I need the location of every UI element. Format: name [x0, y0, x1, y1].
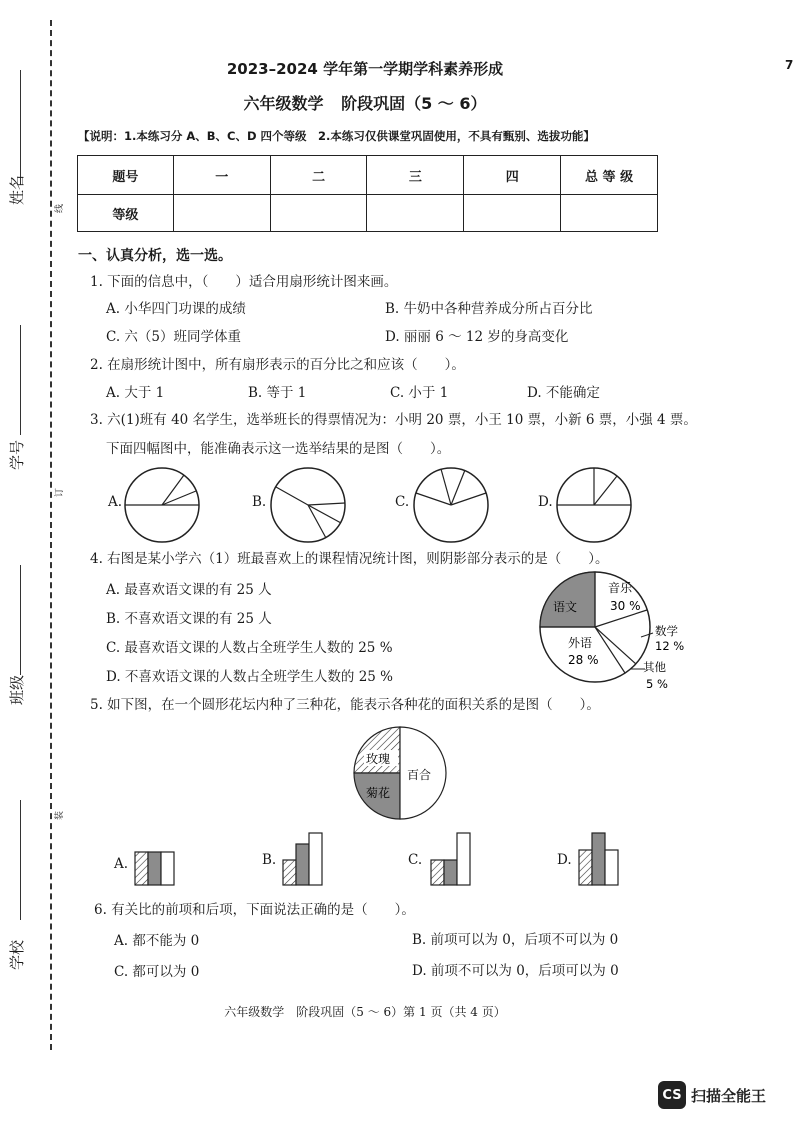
- q4-label-foreign: 外语: [568, 636, 593, 650]
- grade-table-header-row: [78, 156, 658, 195]
- q5-bars-a[interactable]: [134, 836, 178, 886]
- q2-option-c[interactable]: C. 小于 1: [390, 385, 449, 401]
- page-footer: 六年级数学 阶段巩固（5 ～ 6）第 1 页（共 4 页）: [224, 1005, 506, 1019]
- scanner-badge: [658, 1081, 766, 1109]
- q4-option-d[interactable]: D. 不喜欢语文课的人数占全班学生人数的 25 %: [106, 669, 394, 685]
- q5-stem: 5. 如下图，在一个圆形花坛内种了三种花，能表示各种花的面积关系的是图（ ）。: [90, 697, 600, 713]
- q3-option-c-label[interactable]: C.: [395, 494, 410, 510]
- binding-margin: [0, 0, 70, 1060]
- grade-cell-2[interactable]: [270, 195, 367, 232]
- q6-stem: 6. 有关比的前项和后项，下面说法正确的是（ ）。: [94, 902, 415, 918]
- grade-cell-1[interactable]: [173, 195, 270, 232]
- q5-option-c-label[interactable]: C.: [408, 852, 423, 868]
- grade-row-label: 等级: [78, 195, 174, 232]
- exam-term-title: 2023–2024 学年第一学期学科素养形成: [226, 60, 504, 78]
- header-cell-2: 二: [270, 156, 367, 195]
- name-blank-line[interactable]: [20, 70, 21, 185]
- instruction-note: 【说明：1.本练习分 A、B、C、D 四个等级 2.本练习仅供课堂巩固使用，不具有甄别、选拔功能】: [78, 129, 595, 143]
- q4-label-other: 其他: [643, 660, 666, 674]
- q6-option-d[interactable]: D. 前项不可以为 0，后项可以为 0: [412, 963, 619, 979]
- q5-bars-d[interactable]: [578, 830, 622, 886]
- q3-pie-d[interactable]: [554, 465, 634, 545]
- q5-label-rose: 玫瑰: [366, 752, 391, 766]
- subject-label: 六年级数学: [243, 94, 324, 113]
- q4-stem: 4. 右图是某小学六（1）班最喜欢上的课程情况统计图，则阴影部分表示的是（ ）。: [90, 551, 609, 567]
- section-1-title: 一、认真分析，选一选。: [78, 248, 232, 264]
- q1-option-d[interactable]: D. 丽丽 6 ～ 12 岁的身高变化: [385, 329, 569, 345]
- q4-course-pie-chart: [533, 565, 693, 705]
- cut-line: [50, 20, 52, 1050]
- header-cell-qnum: 题号: [78, 156, 174, 195]
- q3-stem-line2: 下面四幅图中，能准确表示这一选举结果的是图（ ）。: [106, 441, 451, 457]
- q1-option-c[interactable]: C. 六（5）班同学体重: [106, 329, 242, 345]
- q1-stem: 1. 下面的信息中，（ ）适合用扇形统计图来画。: [90, 274, 398, 290]
- q4-label-foreign-pct: 28 %: [568, 653, 599, 667]
- q4-option-b[interactable]: B. 不喜欢语文课的有 25 人: [106, 611, 272, 627]
- q5-option-a-label[interactable]: A.: [114, 856, 129, 872]
- grade-cell-total[interactable]: [561, 195, 658, 232]
- seal-line-text: 线: [55, 203, 65, 213]
- q3-option-b-label[interactable]: B.: [252, 494, 267, 510]
- q4-option-c[interactable]: C. 最喜欢语文课的人数占全班学生人数的 25 %: [106, 640, 393, 656]
- q2-stem: 2. 在扇形统计图中，所有扇形表示的百分比之和应该（ ）。: [90, 357, 465, 373]
- q4-label-music: 音乐: [608, 581, 633, 595]
- q5-option-b-label[interactable]: B.: [262, 852, 277, 868]
- grade-cell-3[interactable]: [367, 195, 464, 232]
- q6-option-c[interactable]: C. 都可以为 0: [114, 964, 200, 980]
- class-label: 班级: [8, 674, 26, 705]
- q4-label-math: 数学: [655, 624, 678, 638]
- header-cell-3: 三: [367, 156, 464, 195]
- q4-label-other-pct: 5 %: [646, 677, 668, 691]
- id-label: 学号: [8, 439, 26, 470]
- q3-option-a-label[interactable]: A.: [108, 494, 123, 510]
- q1-option-a[interactable]: A. 小华四门功课的成绩: [106, 301, 246, 317]
- stage-label: 阶段巩固（5 ～ 6）: [341, 94, 487, 113]
- q6-option-b[interactable]: B. 前项可以为 0，后项不可以为 0: [412, 932, 619, 948]
- q3-pie-c[interactable]: [411, 465, 491, 545]
- scanner-badge-text: 扫描全能王: [691, 1086, 767, 1105]
- q4-option-a[interactable]: A. 最喜欢语文课的有 25 人: [106, 582, 272, 598]
- q5-option-d-label[interactable]: D.: [557, 852, 572, 868]
- q5-bars-c[interactable]: [430, 830, 474, 886]
- header-cell-1: 一: [173, 156, 270, 195]
- page-number: 7: [785, 58, 794, 72]
- grade-table: [77, 155, 658, 232]
- q5-flower-bed-pie: [352, 725, 448, 821]
- class-blank-line[interactable]: [20, 565, 21, 675]
- q5-bars-b[interactable]: [282, 830, 326, 886]
- name-label: 姓名: [8, 174, 26, 205]
- grade-cell-4[interactable]: [464, 195, 561, 232]
- q3-stem-line1: 3. 六(1)班有 40 名学生，选举班长的得票情况为：小明 20 票，小王 10 票，小新 6 票，小强 4 票。: [90, 412, 697, 428]
- q5-label-lily: 百合: [407, 768, 432, 782]
- q4-label-music-pct: 30 %: [610, 599, 641, 613]
- q1-option-b[interactable]: B. 牛奶中各种营养成分所占百分比: [385, 301, 593, 317]
- q5-label-chrysanthemum: 菊花: [366, 786, 391, 800]
- school-label: 学校: [8, 939, 26, 970]
- q4-label-math-pct: 12 %: [655, 639, 685, 653]
- header-cell-4: 四: [464, 156, 561, 195]
- id-blank-line[interactable]: [20, 325, 21, 435]
- q2-option-b[interactable]: B. 等于 1: [248, 385, 307, 401]
- q3-pie-a[interactable]: [122, 465, 202, 545]
- q3-option-d-label[interactable]: D.: [538, 494, 553, 510]
- camscanner-logo-icon: CS: [658, 1081, 686, 1109]
- seal-install-text: 装: [55, 810, 65, 820]
- q6-option-a[interactable]: A. 都不能为 0: [114, 933, 200, 949]
- q3-pie-b[interactable]: [268, 465, 348, 545]
- header-cell-total: 总 等 级: [561, 156, 658, 195]
- q4-label-chinese: 语文: [553, 600, 578, 614]
- grade-table-grade-row: [78, 195, 658, 232]
- school-blank-line[interactable]: [20, 800, 21, 920]
- q2-option-a[interactable]: A. 大于 1: [106, 385, 165, 401]
- exam-subject-title: [0, 91, 730, 114]
- seal-bind-text: 订: [55, 487, 65, 497]
- q2-option-d[interactable]: D. 不能确定: [527, 385, 600, 401]
